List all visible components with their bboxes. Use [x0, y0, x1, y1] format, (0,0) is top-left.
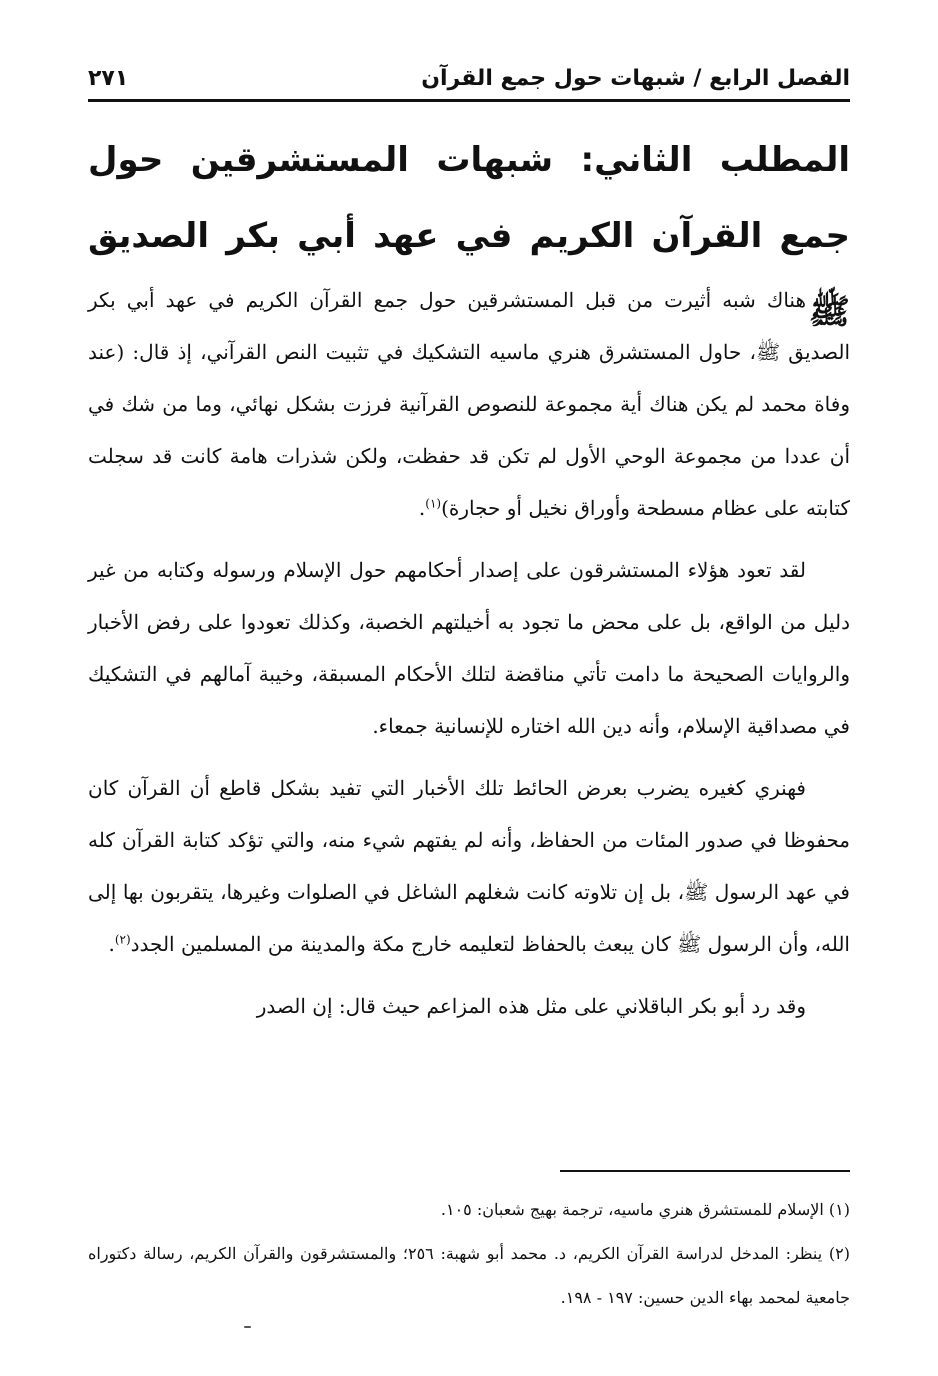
page-number: ٢٧١ — [88, 66, 129, 91]
footnote-separator — [560, 1170, 850, 1172]
paragraph-text: هناك شبه أثيرت من قبل المستشرقين حول جمع القرآن الكريم في عهد أبي بكر الصديق ﷺ، حاول المستشرق هنري ماسيه التشكيك في تثبيت النص القرآني، إذ قال: (عند وفاة محمد لم يكن هناك أية مجموعة للنصوص القرآنية فرزت بشكل نهائي، وما من شك في أن عددا من مجموعة الوحي الأول لم تكن قد حفظت، ولكن شذرات هامة كانت قد سجلت كتابته على عظام مسطحة وأوراق نخيل أو حجارة) — [88, 288, 850, 520]
paragraph-end: . — [108, 932, 115, 956]
running-title: الفصل الرابع / شبهات حول جمع القرآن — [421, 66, 850, 91]
section-title: المطلب الثاني: شبهات المستشرقين حول جمع القرآن الكريم في عهد أبي بكر الصديق ﷺ — [88, 140, 850, 332]
footnote-reference: (١) — [425, 496, 442, 511]
body-text — [88, 274, 850, 1042]
paragraph — [88, 274, 850, 534]
paragraph-end: . — [418, 496, 426, 520]
paragraph-text: وقد رد أبو بكر الباقلاني على مثل هذه المزاعم حيث قال: إن الصدر — [256, 994, 806, 1018]
footnote: (٢) ينظر: المدخل لدراسة القرآن الكريم، د. محمد أبو شهبة: ٢٥٦؛ والمستشرقون والقرآن الكريم، رسالة دكتوراه جامعية لمحمد بهاء الدين حسين: ١٩٧ - ١٩٨. — [88, 1244, 850, 1307]
paragraph-text: لقد تعود هؤلاء المستشرقون على إصدار أحكامهم حول الإسلام ورسوله وكتابه من غير دليل من الواقع، بل على محض ما تجود به أخيلتهم الخصبة، وكذلك تعودوا على رفض الأخبار والروايات الصحيحة ما دامت تأتي مناقضة لتلك الأحكام المسبقة، وخيبة آمالهم في التشكيك في مصداقية الإسلام، وأنه دين الله اختاره للإنسانية جمعاء. — [88, 558, 850, 738]
scan-mark — [244, 1326, 251, 1328]
running-header — [88, 55, 850, 102]
footnotes — [88, 1188, 850, 1320]
paragraph-text: فهنري كغيره يضرب بعرض الحائط تلك الأخبار التي تفيد بشكل قاطع أن القرآن كان محفوظا في صدور المئات من الحفاظ، وأنه لم يفتهم شيء منه، والتي تؤكد كتابة القرآن كله في عهد الرسول ﷺ، بل إن تلاوته كانت شغلهم الشاغل في الصلوات وغيرها، يتقربون بها إلى الله، وأن الرسول ﷺ كان يبعث بالحفاظ لتعليمه خارج مكة والمدينة من المسلمين الجدد — [88, 776, 850, 956]
paragraph — [88, 762, 850, 970]
footnote: (١) الإسلام للمستشرق هنري ماسيه، ترجمة بهيج شعبان: ١٠٥. — [440, 1200, 850, 1219]
footnote-reference: (٢) — [114, 932, 131, 947]
paragraph — [88, 544, 850, 752]
paragraph — [88, 980, 850, 1032]
